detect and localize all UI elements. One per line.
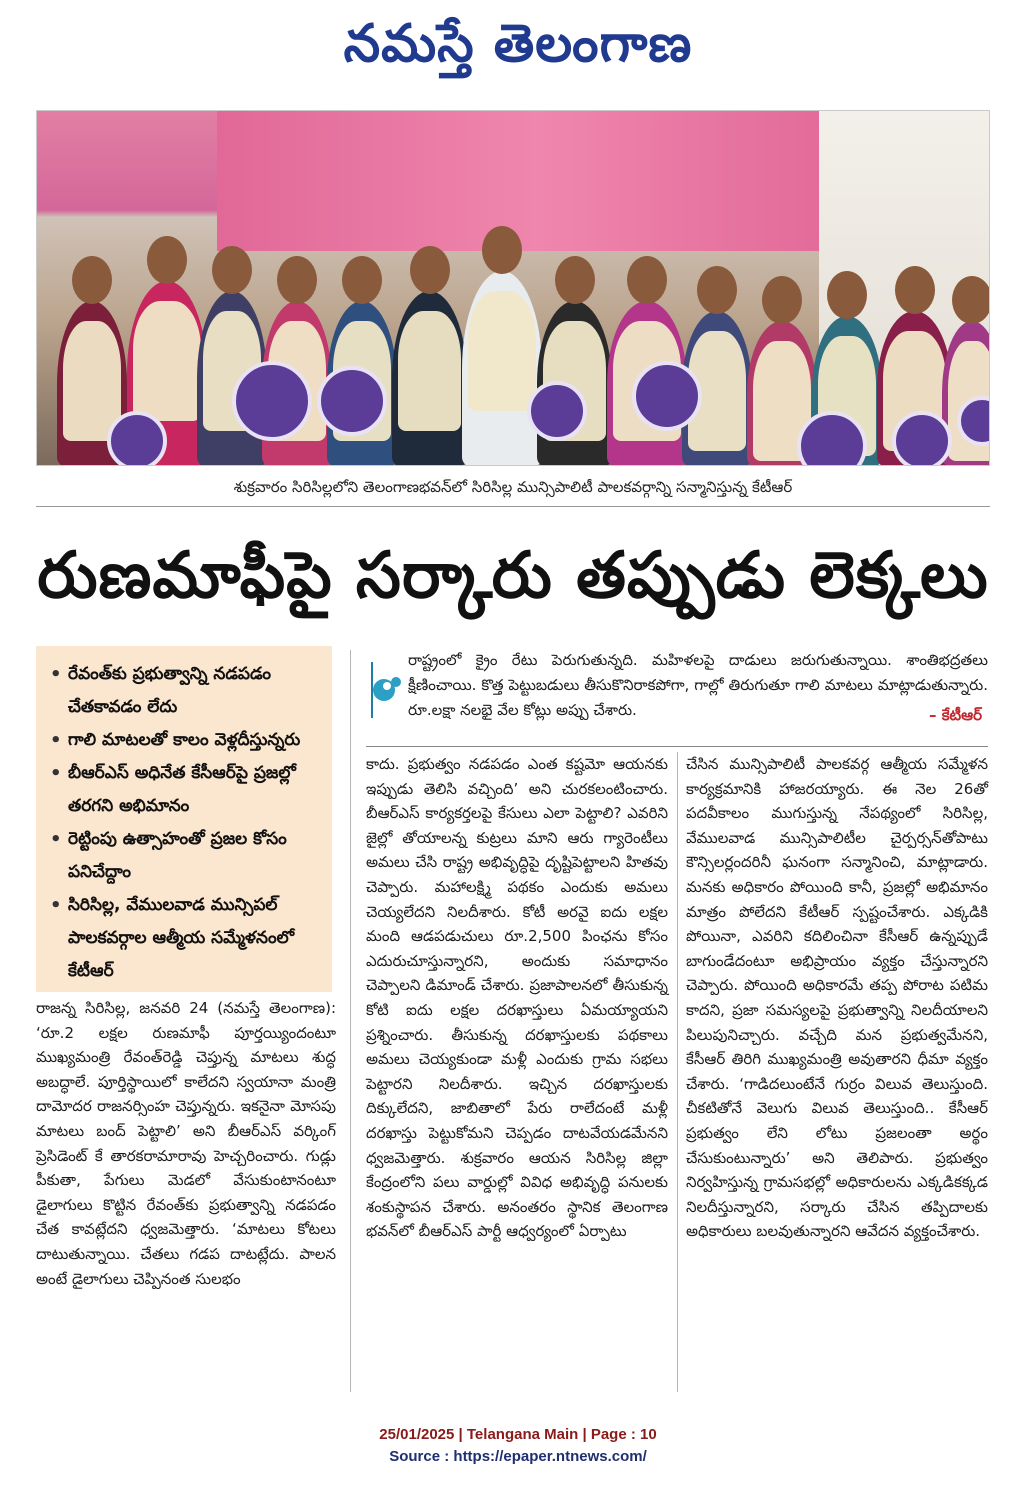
pull-quote: [366, 648, 988, 748]
headline: రుణమాఫీపై సర్కారు తప్పుడు లెక్కలు: [37, 539, 989, 613]
photo-head: [827, 271, 867, 319]
photo-head: [627, 256, 667, 304]
quote-divider: [366, 746, 988, 747]
article-column-2: కాదు. ప్రభుత్వం నడపడం ఎంత కష్టమో ఆయనకు ఇప్పుడు తెలిసి వచ్చింది’ అని చురకలంటించారు. బీఆర్‌ఎస్ కార్యకర్తలపై కేసులు ఎలా పెట్టాలి? ఎవరిని జైల్లో తోయాలన్న కుట్రలు మాని ఆరు గ్యారెంటీలు అమలు చేసి రాష్ట్ర అభివృద్ధిపై దృష్టిపెట్టాలని హితవు చెప్పారు. మహాలక్ష్మి పథకం ఎందుకు అమలు చెయ్యలేదని నిలదీశారు. కోటీ అరవై ఐదు లక్షల మంది ఆడపడుచులు రూ.2,500 పింఛను కోసం ఎదురుచూస్తున్నారని, అందుకు సమాధానం చెప్పాలని డిమాండ్ చేశారు. ప్రజాపాలనలో తీసుకున్న కోటి ఐదు లక్షల దరఖాస్తులు ఏమయ్యాయని ప్రశ్నించారు. తీసుకున్న దరఖాస్తులకు పథకాలు అమలు చెయ్యకుండా మళ్లీ ఎందుకు గ్రామ సభలు పెట్టారని నిలదీశారు. ఇచ్చిన దరఖాస్తులకు దిక్కులేదని, జాబితాలో పేరు రాలేదంటే మళ్లీ దరఖాస్తు పెట్టుకోమని చెప్పడం దాటవేయడమేనని ధ్వజమెత్తారు. శుక్రవారం ఆయన సిరిసిల్ల జిల్లా కేంద్రంలోని పలు వార్డుల్లో వివిధ అభివృద్ధి పనులకు శంకుస్థాపన చేశారు. అనంతరం స్థానిక తెలంగాణ భవన్‌లో బీఆర్‌ఎస్ పార్టీ ఆధ్వర్యంలో ఏర్పాటు: [366, 755, 668, 1241]
article-column-1: రాజన్న సిరిసిల్ల, జనవరి 24 (నమస్తే తెలంగాణ): ‘రూ.2 లక్షల రుణమాఫీ పూర్తయ్యిందంటూ ముఖ్యమంత్రి రేవంత్‌రెడ్డి చెప్తున్న మాటలు శుద్ధ అబద్ధాలే. పూర్తిస్థాయిలో కాలేదని స్వయానా మంత్రి దామోదర రాజనర్సింహ చెప్తున్నరు. ఇకనైనా మోసపు మాటలు బంద్ పెట్టాలి’ అని బీఆర్‌ఎస్ వర్కింగ్ ప్రెసిడెంట్ కే తారకరామారావు హెచ్చరించారు. గుడ్లు పీకుతా, పేగులు మెడలో వేసుకుంటానంటూ డైలాగులు కొట్టిన రేవంత్‌కు ప్రభుత్వాన్ని నడపడం చేత కావట్లేదని ధ్వజమెత్తారు. ‘మాటలు కోటలు దాటుతున్నాయి. చేతలు గడప దాటట్లేదు. పాలన అంటే డైలాగులు చెప్పినంత సులభం: [36, 999, 336, 1288]
masthead-title: నమస్తే తెలంగాణ: [343, 13, 693, 74]
highlight-item: • రేవంత్‌కు ప్రభుత్వాన్ని నడపడం చేతకావడం లేదు: [50, 658, 322, 724]
photo-caption: శుక్రవారం సిరిసిల్లలోని తెలంగాణభవన్‌లో సిరిసిల్ల మున్సిపాలిటీ పాలకవర్గాన్ని సన్మానిస్తున్న కేటీఆర్: [233, 478, 793, 496]
quote-text: రాష్ట్రంలో క్రైం రేటు పెరుగుతున్నది. మహిళలపై దాడులు జరుగుతున్నాయి. శాంతిభద్రతలు క్షీణించాయి. కొత్త పెట్టుబడులు తీసుకొనిరాకపోగా, గాల్లో తిరుగుతూ గాలి మాటలు మాట్లాడుతున్నారు. రూ.లక్షా నలభై వేల కోట్లు అప్పు చేశారు.: [408, 651, 988, 719]
quote-icon: [366, 662, 402, 718]
photo-plaque: [892, 411, 952, 466]
photo-plaque: [317, 366, 387, 436]
photo-plaque: [232, 361, 312, 441]
edition-info: 25/01/2025 | Telangana Main | Page : 10: [379, 1426, 657, 1443]
photo-plaque: [632, 361, 702, 431]
column-divider: [350, 650, 351, 1392]
photo-head: [342, 256, 382, 304]
highlights-box: [36, 646, 332, 992]
highlight-item: • బీఆర్‌ఎస్ అధినేత కేసీఆర్‌పై ప్రజల్లో తరగని అభిమానం: [50, 757, 322, 823]
photo-head: [555, 256, 595, 304]
photo-banner: [217, 111, 857, 251]
page-footer: [0, 1424, 1036, 1468]
photo-plaque: [527, 381, 587, 441]
caption-divider: [36, 506, 990, 507]
column-divider: [677, 752, 678, 1392]
highlight-item: • సిరిసిల్ల, వేములవాడ మున్సిపల్ పాలకవర్గాల ఆత్మీయ సమ్మేళనంలో కేటీఆర్: [50, 889, 322, 988]
quote-signature: – కేటీఆర్: [929, 706, 982, 724]
photo-head: [277, 256, 317, 304]
highlight-item: • రెట్టింపు ఉత్సాహంతో ప్రజల కోసం పనిచేద్దాం: [50, 823, 322, 889]
photo-shawl: [133, 301, 201, 421]
photo-head: [147, 236, 187, 284]
photo-head: [482, 226, 522, 274]
article-column-3: చేసిన మున్సిపాలిటీ పాలకవర్గ ఆత్మీయ సమ్మేళన కార్యక్రమానికి హాజరయ్యారు. ఈ నెల 26తో పదవీకాలం ముగుస్తున్న నేపథ్యంలో సిరిసిల్ల, వేములవాడ మున్సిపాలిటీల చైర్పర్సన్‌తోపాటు కౌన్సిలర్లందరినీ ఘనంగా సన్మానించి, మాట్లాడారు. మనకు అధికారం పోయింది కానీ, ప్రజల్లో అభిమానం మాత్రం పోలేదని కేటీఆర్ స్పష్టంచేశారు. ఎక్కడికి పోయినా, ఎవరిని కదిలించినా కేసీఆర్ ఉన్నప్పుడే బాగుండేదంటూ అభిప్రాయం వ్యక్తం చేస్తున్నారని చెప్పారు. పోయింది అధికారమే తప్ప పోరాట పటిమ కాదని, ప్రజా సమస్యలపై ప్రభుత్వాన్ని నిలదీయాలని పిలుపునిచ్చారు. వచ్చేది మన ప్రభుత్వమేనని, కేసీఆర్ తిరిగి ముఖ్యమంత్రి అవుతారని ధీమా వ్యక్తం చేశారు. ‘గాడిదలుంటేనే గుర్రం విలువ తెలుస్తుంది. చీకటితోనే వెలుగు విలువ తెలుస్తుంది.. కేసీఆర్ ప్రభుత్వం లేని లోటు ప్రజలంతా అర్థం చేసుకుంటున్నారు’ అని తెలిపారు. ప్రభుత్వం నిర్వహిస్తున్న గ్రామసభల్లో అధికారులను ఎక్కడికక్కడ నిలదీస్తున్నారని, సర్కారు చేసిన తప్పిదాలకు అధికారులు బలవుతున్నారని ఆవేదన వ్యక్తంచేశారు.: [686, 755, 988, 1241]
photo-shawl: [468, 291, 536, 411]
photo-head: [762, 276, 802, 324]
photo-head: [697, 266, 737, 314]
photo-plaque: [107, 411, 167, 466]
highlight-item: • గాలి మాటలతో కాలం వెళ్లదీస్తున్నరు: [50, 724, 322, 757]
news-photo: [36, 110, 990, 466]
photo-head: [410, 246, 450, 294]
photo-head: [952, 276, 990, 324]
photo-shawl: [398, 311, 461, 431]
source-link[interactable]: Source : https://epaper.ntnews.com/: [389, 1448, 647, 1465]
photo-head: [72, 256, 112, 304]
photo-head: [212, 246, 252, 294]
photo-head: [895, 266, 935, 314]
